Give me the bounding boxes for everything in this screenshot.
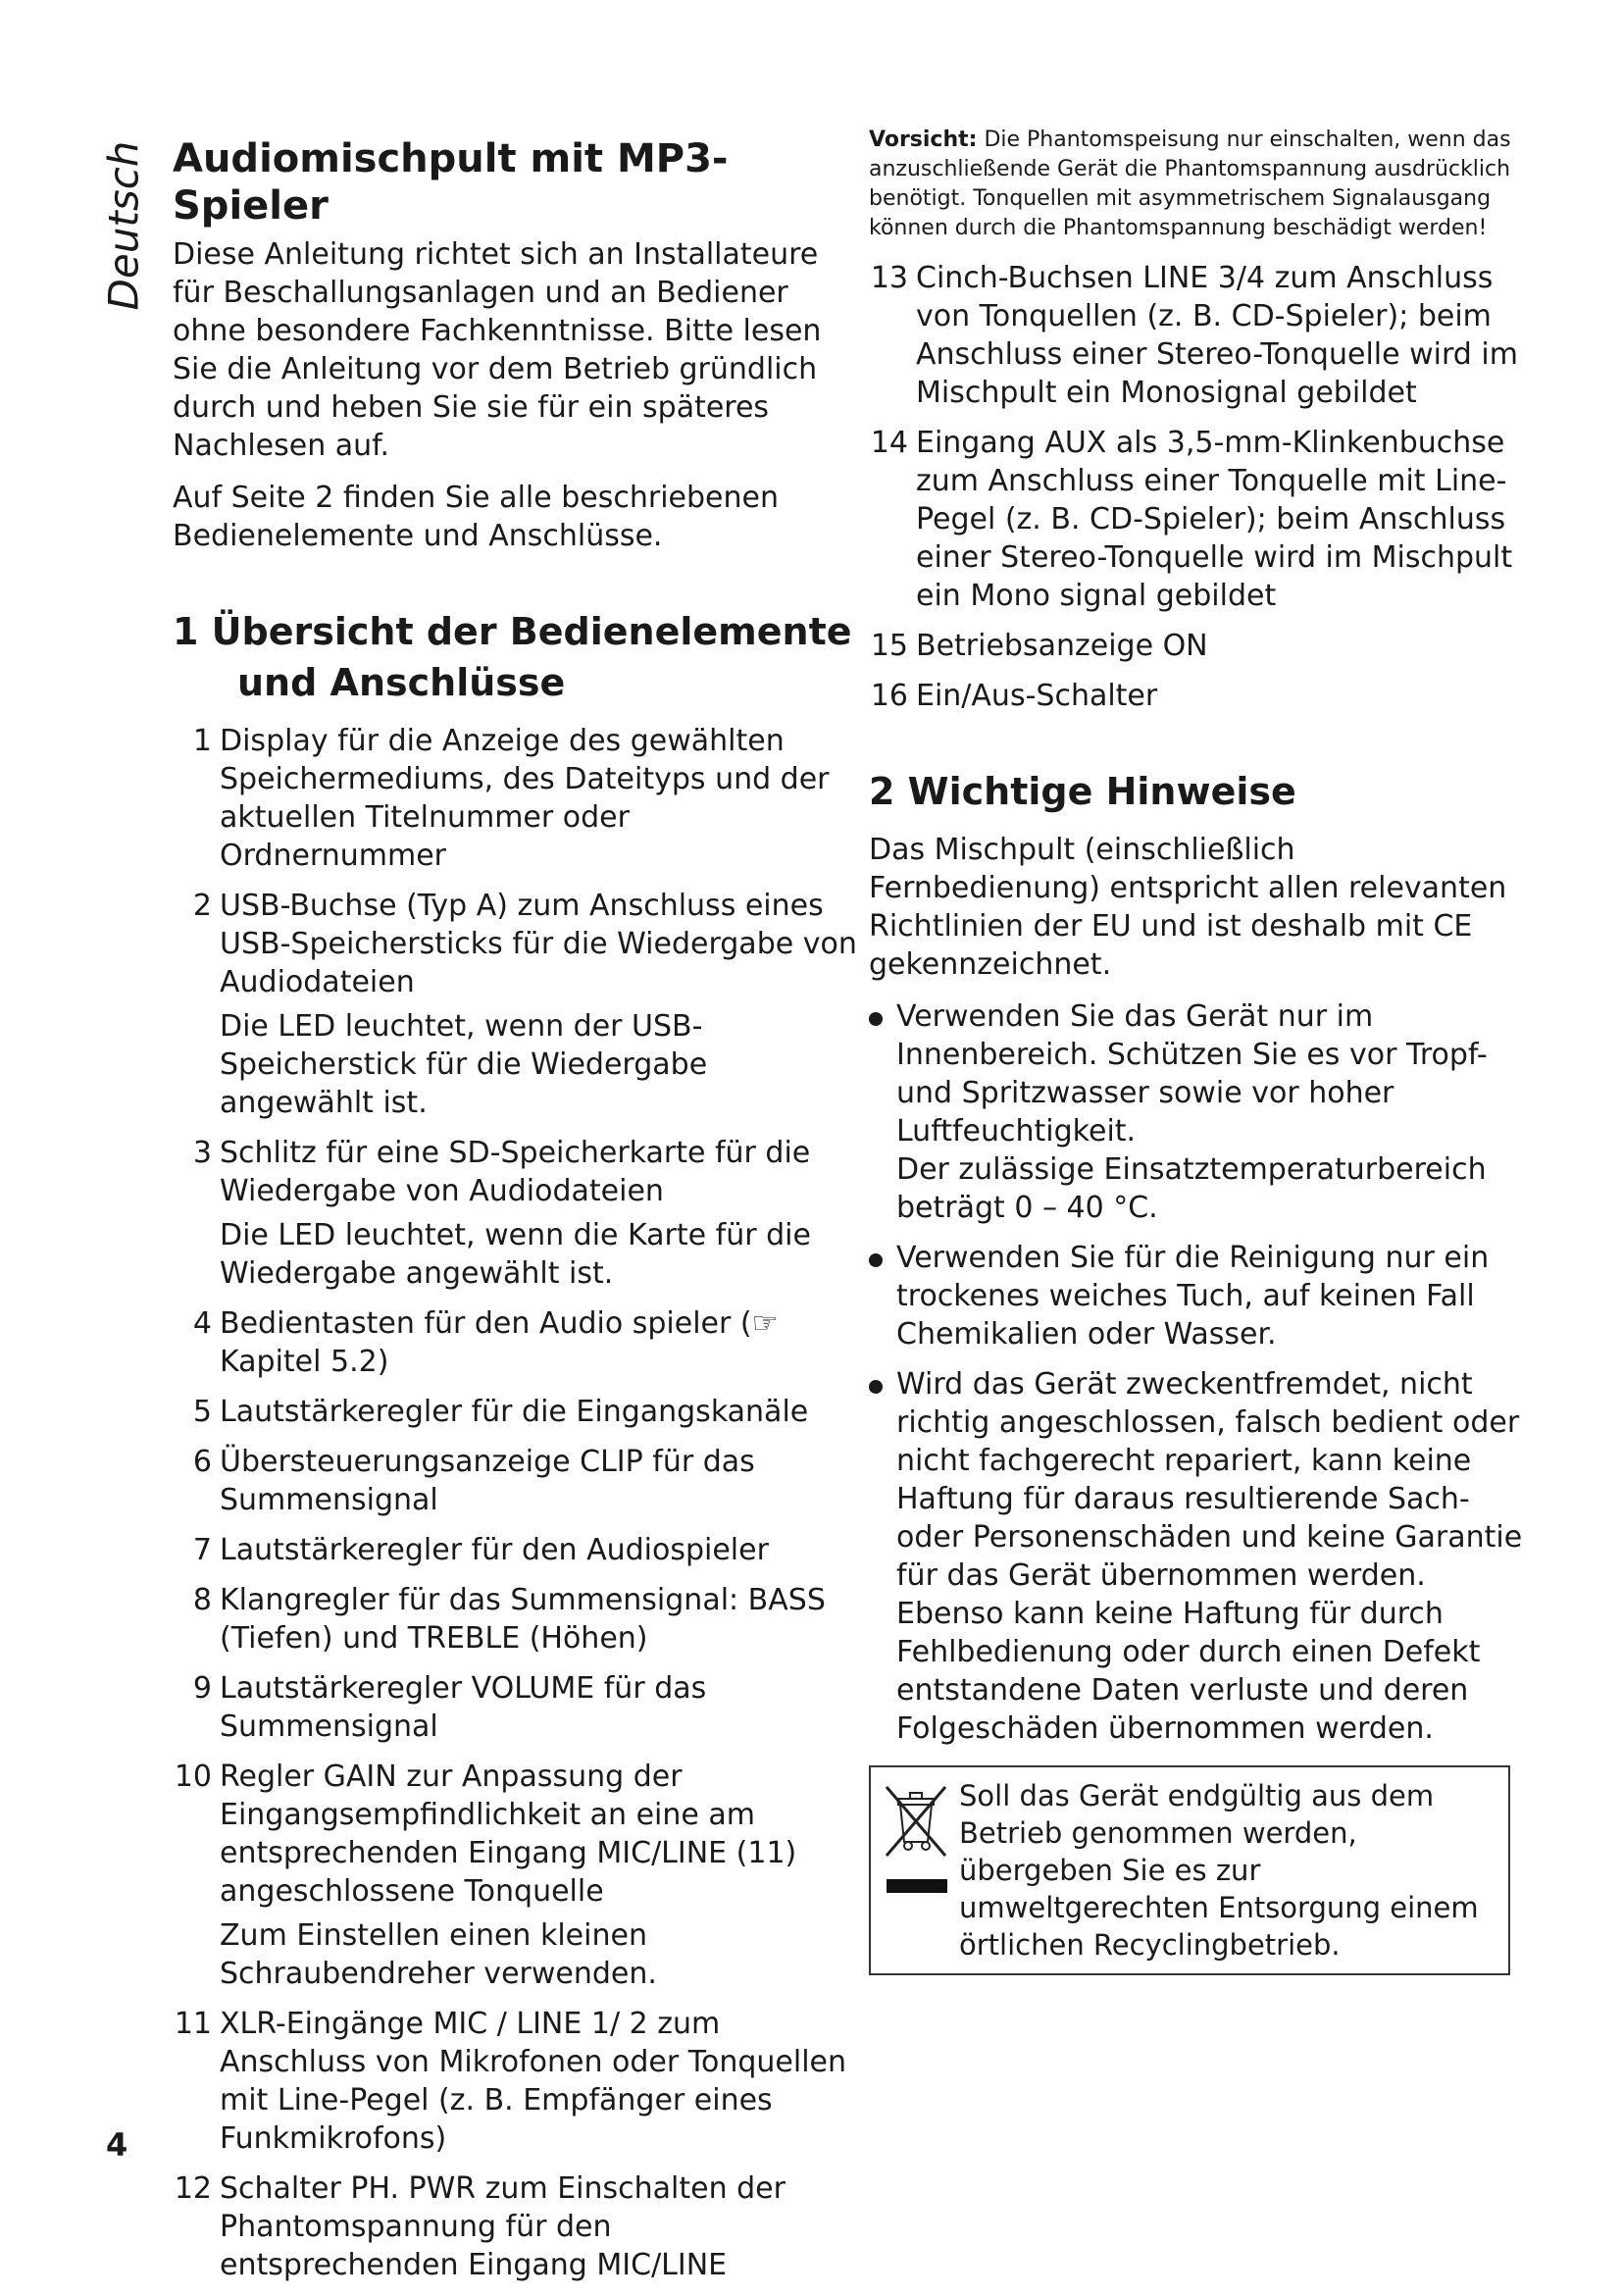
- item-number: 2: [192, 889, 212, 923]
- intro-paragraph-1: Diese Anleitung richtet sich an Installateure für Beschallungsanlagen und an Bediener ohne besondere Fachkenntnisse. Bitte lesen Sie die Anleitung vor dem Betrieb gründlich durch und heben Sie sie für ein späteres Nachlesen auf.: [173, 237, 822, 463]
- item-number: 6: [192, 1445, 212, 1479]
- list-item: [173, 722, 859, 875]
- item-number: 14: [870, 426, 908, 460]
- bullet-dot-icon: [869, 1239, 896, 1353]
- item-text: Übersteuerungsanzeige CLIP für das Summensignal: [220, 1445, 755, 1517]
- item-text: Eingang AUX als 3,5-mm-Klinkenbuchse zum Anschluss einer Tonquelle mit Line-Pegel (z. B. CD-Spieler); beim Anschluss einer Stereo-Tonquelle wird im Mischpult ein Mono signal gebildet: [916, 426, 1513, 613]
- item-text: USB-Buchse (Typ A) zum Anschluss eines USB-Speichersticks für die Wiedergabe von Audiodateien: [220, 889, 857, 999]
- intro-paragraph-2: Auf Seite 2 finden Sie alle beschriebenen Bedienelemente und Anschlüsse.: [173, 481, 779, 553]
- caution-label: Vorsicht:: [869, 128, 978, 152]
- item-number: 8: [192, 1583, 212, 1617]
- item-text: Lautstärkeregler für den Audiospieler: [220, 1533, 769, 1567]
- item-text: Schalter PH. PWR zum Einschalten der Phantomspannung für den entsprechenden Eingang MIC/LINE: [220, 2171, 786, 2282]
- item-number: 1: [192, 724, 212, 758]
- item-text: Ein/Aus-Schalter: [916, 679, 1158, 713]
- bullet-item: [869, 1239, 1536, 1353]
- caution-text: Die Phantomspeisung nur einschalten, wenn das anzuschließende Gerät die Phantomspannung ausdrücklich benötigt. Tonquellen mit asymmetrischem Signalausgang können durch die Phantomspannung beschädigt werden!: [869, 128, 1511, 240]
- section-1-heading: 1 Übersicht der Bedienelemente und Anschlüsse: [173, 610, 852, 704]
- document-title: Audiomischpult mit MP3-Spieler: [173, 136, 729, 229]
- item-number: 5: [192, 1395, 212, 1429]
- item-number: 13: [870, 261, 908, 295]
- bullet-item: [869, 1365, 1536, 1748]
- caution-note: [869, 126, 1536, 243]
- list-item: [173, 1134, 859, 1293]
- list-item: [173, 2169, 859, 2284]
- bullet-text: Verwenden Sie für die Reinigung nur ein trockenes weiches Tuch, auf keinen Fall Chemikalien oder Wasser.: [896, 1241, 1490, 1352]
- item-text: Betriebsanzeige ON: [916, 629, 1208, 663]
- list-item: [173, 2005, 859, 2158]
- item-text: Lautstärkeregler für die Eingangskanäle: [220, 1395, 809, 1429]
- language-tab: [94, 142, 153, 309]
- item-text: Bedientasten für den Audio spieler (☞ Kapitel 5.2): [220, 1306, 779, 1379]
- item-text: Klangregler für das Summensignal: BASS (Tiefen) und TREBLE (Höhen): [220, 1583, 826, 1656]
- item-text: Lautstärkeregler VOLUME für das Summensignal: [220, 1671, 707, 1744]
- right-column: [869, 126, 1536, 1975]
- list-item: [869, 259, 1536, 412]
- list-item: [869, 627, 1536, 665]
- item-number: 10: [174, 1760, 212, 1794]
- item-subtext: Die LED leuchtet, wenn der USB-Speicherstick für die Wiedergabe angewählt ist.: [220, 1009, 708, 1120]
- item-number: 3: [192, 1136, 212, 1170]
- recycling-notice: [869, 1765, 1510, 1975]
- item-number: 9: [192, 1671, 212, 1706]
- list-item: [173, 1758, 859, 1993]
- weee-bin-icon: [879, 1777, 959, 1964]
- item-number: 16: [870, 679, 908, 713]
- list-item: [869, 424, 1536, 615]
- page-number: 4: [106, 2126, 128, 2164]
- bullet-item: [869, 997, 1536, 1227]
- recycling-text: Soll das Gerät endgültig aus dem Betrieb genommen werden, übergeben Sie es zur umweltgerechten Entsorgung einem örtlichen Recyclingbetrieb.: [959, 1779, 1479, 1962]
- section-2-heading: 2 Wichtige Hinweise: [869, 770, 1296, 813]
- list-item: [173, 887, 859, 1122]
- list-item: [869, 677, 1536, 715]
- list-item: [173, 1669, 859, 1746]
- bullet-text: Verwenden Sie das Gerät nur im Innenbereich. Schützen Sie es vor Tropf- und Spritzwasser sowie vor hoher Luftfeuchtigkeit.: [896, 999, 1488, 1148]
- item-number: 4: [192, 1306, 212, 1341]
- item-subtext: Die LED leuchtet, wenn die Karte für die Wiedergabe angewählt ist.: [220, 1218, 811, 1291]
- item-number: 12: [174, 2171, 212, 2206]
- section-2-intro: Das Mischpult (einschließlich Fernbedienung) entspricht allen relevanten Richtlinien der EU und ist deshalb mit CE gekennzeichnet.: [869, 833, 1507, 982]
- item-number: 7: [192, 1533, 212, 1567]
- item-number: 15: [870, 629, 908, 663]
- left-column: [173, 126, 859, 2296]
- item-text: XLR-Eingänge MIC / LINE 1/ 2 zum Anschluss von Mikrofonen oder Tonquellen mit Line-Pegel (z. B. Empfänger eines Funkmikrofons): [220, 2007, 847, 2156]
- list-item: [173, 1304, 859, 1381]
- list-item: [173, 1581, 859, 1658]
- bullet-subtext: Der zulässige Einsatztemperaturbereich beträgt 0 – 40 °C.: [896, 1152, 1487, 1225]
- item-text: Cinch-Buchsen LINE 3/4 zum Anschluss von Tonquellen (z. B. CD-Spieler); beim Anschluss einer Stereo-Tonquelle wird im Mischpult ein Monosignal gebildet: [916, 261, 1518, 410]
- item-text: Regler GAIN zur Anpassung der Eingangsempfindlichkeit an eine am entsprechenden Eingang MIC/LINE (11) angeschlossene Tonquelle: [220, 1760, 797, 1909]
- list-item: [173, 1393, 859, 1431]
- language-label: Deutsch: [99, 140, 148, 311]
- bullet-dot-icon: [869, 1365, 896, 1748]
- item-text: Schlitz für eine SD-Speicherkarte für die Wiedergabe von Audiodateien: [220, 1136, 811, 1208]
- bullet-text: Wird das Gerät zweckentfremdet, nicht richtig angeschlossen, falsch bedient oder nicht fachgerecht repariert, kann keine Haftung für daraus resultierende Sach- oder Personenschäden und keine Garantie für das Gerät übernommen werden. Ebenso kann keine Haftung für durch Fehlbedienung oder durch einen Defekt entstandene Daten verluste und deren Folgeschäden übernommen werden.: [896, 1367, 1523, 1746]
- item-subtext: Zum Einstellen einen kleinen Schraubendreher verwenden.: [220, 1918, 657, 1991]
- list-item: [173, 1443, 859, 1519]
- bullet-dot-icon: [869, 997, 896, 1227]
- list-item: [173, 1531, 859, 1569]
- item-text: Display für die Anzeige des gewählten Speichermediums, des Dateityps und der aktuellen Titelnummer oder Ordnernummer: [220, 724, 830, 873]
- item-number: 11: [174, 2007, 212, 2041]
